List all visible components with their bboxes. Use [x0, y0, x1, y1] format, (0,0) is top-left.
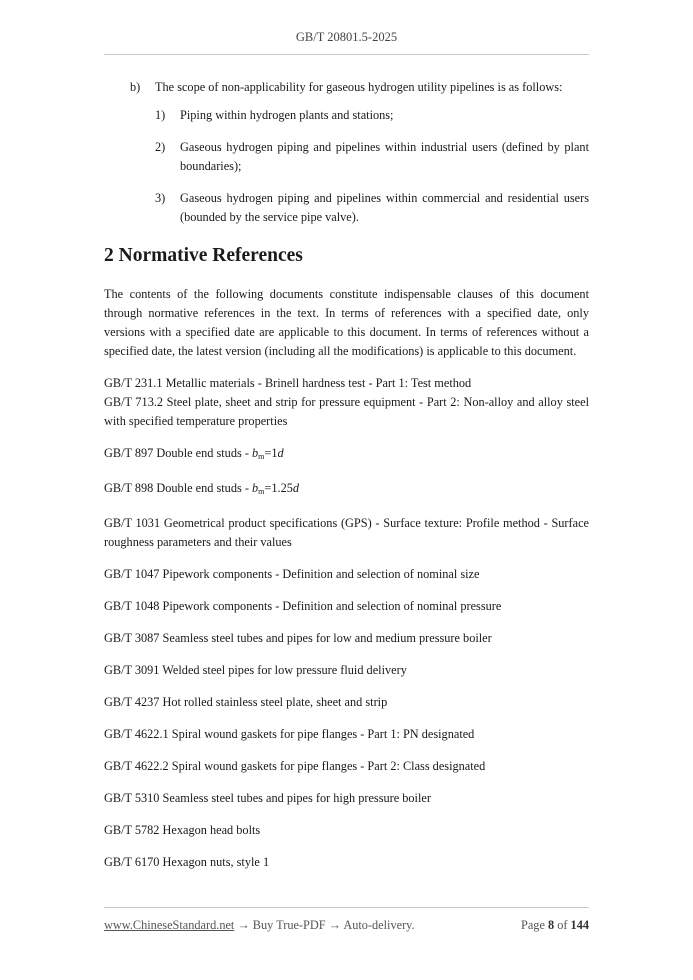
list-item-text: Gaseous hydrogen piping and pipelines within commercial and residential users (bounded by the service pipe valve). [180, 191, 589, 224]
reference-text: GB/T 897 Double end studs - [104, 446, 253, 460]
reference-group [104, 374, 589, 431]
running-header: GB/T 20801.5-2025 [295, 30, 398, 44]
reference-item: GB/T 6170 Hexagon nuts, style 1 [104, 855, 270, 869]
reference-item [104, 444, 589, 466]
scope-subitem-3 [155, 189, 589, 227]
scope-subitem-1 [155, 106, 589, 125]
footer-divider [104, 907, 589, 908]
reference-text: GB/T 898 Double end studs - [104, 481, 253, 495]
list-marker: 1) [155, 108, 166, 122]
section-intro: The contents of the following documents constitute indispensable clauses of this document through normative references in the text. In terms of references with a specified date, only versions with a specified date are applicable to this document. In terms of references without a specified date, the latest version (including all the modifications) is applicable to this document. [104, 287, 589, 358]
reference-item: GB/T 3087 Seamless steel tubes and pipes for low and medium pressure boiler [104, 631, 492, 645]
reference-item: GB/T 1047 Pipework components - Definition and selection of nominal size [104, 567, 480, 581]
page-body [104, 78, 589, 885]
reference-item: GB/T 4237 Hot rolled stainless steel plate, sheet and strip [104, 695, 388, 709]
reference-item: GB/T 1048 Pipework components - Definition and selection of nominal pressure [104, 599, 502, 613]
footer-tagline: → Buy True-PDF → Auto-delivery. [234, 918, 415, 932]
site-link[interactable]: www.ChineseStandard.net [104, 918, 235, 932]
reference-item: GB/T 3091 Welded steel pipes for low pressure fluid delivery [104, 663, 407, 677]
list-marker: 2) [155, 140, 166, 154]
page-total: 144 [570, 918, 589, 932]
page-label: Page [521, 918, 545, 932]
list-marker: 3) [155, 191, 166, 205]
of-label: of [557, 918, 568, 932]
page-number: 8 [547, 918, 555, 932]
list-item-text: Piping within hydrogen plants and stations; [180, 108, 394, 122]
section-heading: 2 Normative References [104, 245, 303, 266]
page-indicator [521, 918, 589, 933]
list-item-text: Gaseous hydrogen piping and pipelines within industrial users (defined by plant boundaries); [180, 140, 589, 173]
scope-subitem-2 [155, 138, 589, 176]
reference-item: GB/T 4622.1 Spiral wound gaskets for pipe flanges - Part 1: PN designated [104, 727, 475, 741]
reference-item: GB/T 713.2 Steel plate, sheet and strip for pressure equipment - Part 2: Non-alloy and alloy steel with specified temperature properties [104, 395, 589, 428]
reference-item [104, 479, 589, 501]
reference-item: GB/T 1031 Geometrical product specifications (GPS) - Surface texture: Profile method - Surface roughness parameters and their values [104, 516, 589, 549]
formula-variable: d [292, 481, 300, 495]
header-divider [104, 54, 589, 55]
reference-item: GB/T 5782 Hexagon head bolts [104, 823, 261, 837]
formula-equals: =1.25 [264, 481, 293, 495]
formula-variable: d [277, 446, 284, 460]
reference-item: GB/T 4622.2 Spiral wound gaskets for pipe flanges - Part 2: Class designated [104, 759, 486, 773]
scope-item-b [130, 78, 589, 97]
formula-symbol: b [252, 481, 259, 495]
reference-item: GB/T 231.1 Metallic materials - Brinell hardness test - Part 1: Test method [104, 376, 472, 390]
footer-promo [104, 918, 415, 933]
formula-equals: =1 [264, 446, 278, 460]
formula-subscript: m [258, 487, 265, 496]
reference-item: GB/T 5310 Seamless steel tubes and pipes for high pressure boiler [104, 791, 431, 805]
formula-symbol: b [252, 446, 259, 460]
formula-subscript: m [258, 452, 265, 461]
list-item-text: The scope of non-applicability for gaseous hydrogen utility pipelines is as follows: [155, 80, 563, 94]
list-marker: b) [130, 80, 141, 94]
